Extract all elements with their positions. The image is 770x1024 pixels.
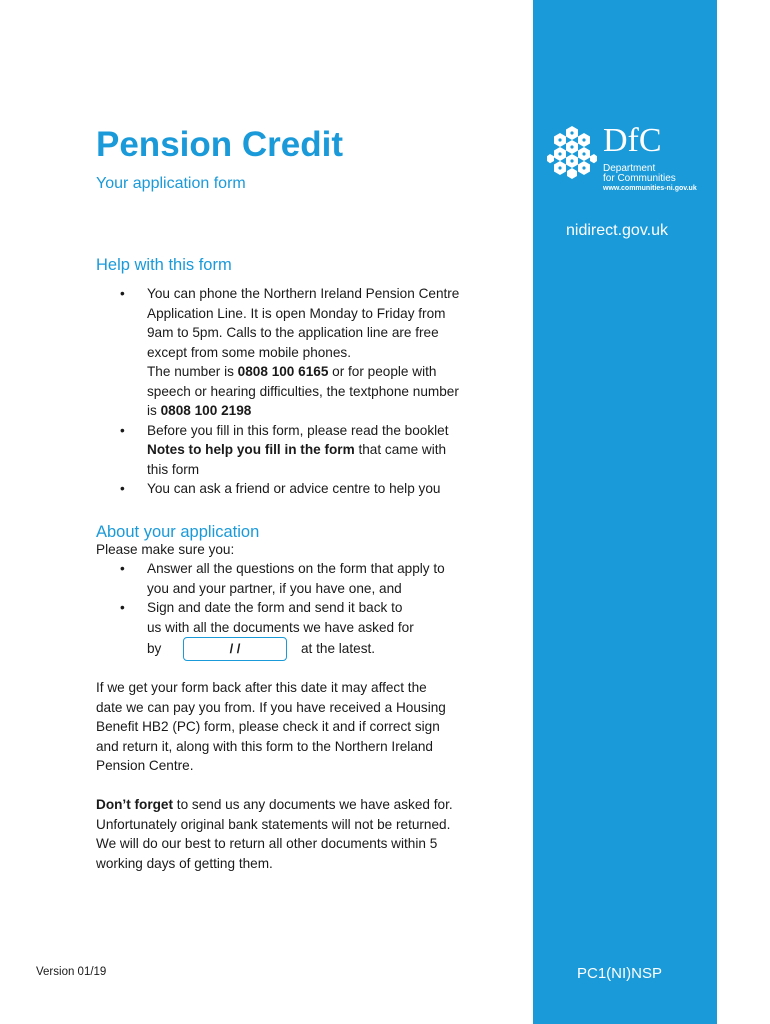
page-subtitle: Your application form [96, 175, 246, 192]
about-list [96, 559, 516, 637]
by-label: by [147, 641, 162, 656]
logo-wordmark: DfC [603, 122, 662, 159]
text-line: this form [147, 461, 200, 477]
page-title: Pension Credit [96, 125, 343, 164]
phone-number: 0808 100 6165 [237, 364, 329, 379]
at-the-latest-label: at the latest. [301, 641, 376, 656]
text-line: • Sign and date the form and send it back to [147, 600, 403, 615]
nidirect-link[interactable]: nidirect.gov.uk [566, 222, 668, 239]
logo-url: www.communities-ni.gov.uk [603, 185, 697, 192]
list-item [96, 598, 516, 637]
text-line [147, 440, 516, 460]
about-heading: About your application [96, 523, 260, 541]
text-line: and return it, along with this form to the Northern Ireland [96, 738, 433, 754]
text-span: is [147, 403, 161, 418]
text-line: • Before you fill in this form, please read the booklet [147, 422, 449, 438]
paragraph-dont-forget [96, 795, 526, 873]
text-line: except from some mobile phones. [147, 344, 352, 360]
list-item [96, 284, 516, 421]
text-line: Unfortunately original bank statements will not be returned. [96, 816, 451, 832]
text-line [147, 362, 516, 382]
deadline-date-field[interactable]: / / [183, 637, 287, 661]
text-span: to send us any documents we have asked for. [173, 797, 453, 812]
version-label: Version 01/19 [36, 966, 107, 978]
text-line: • Answer all the questions on the form that apply to [147, 561, 445, 576]
form-code: PC1(NI)NSP [577, 965, 663, 982]
about-intro: Please make sure you: [96, 542, 235, 557]
text-line: speech or hearing difficulties, the textphone number [147, 383, 459, 399]
text-span: The number is [147, 364, 238, 379]
paragraph-form-return [96, 678, 526, 776]
logo-department-line: Department [603, 163, 656, 174]
text-line: working days of getting them. [96, 855, 273, 871]
dont-forget-emphasis: Don’t forget [96, 797, 174, 812]
text-line: you and your partner, if you have one, and [147, 580, 402, 596]
text-line: We will do our best to return all other documents within 5 [96, 836, 438, 851]
text-line: date we can pay you from. If you have received a Housing [96, 699, 446, 715]
textphone-number: 0808 100 2198 [160, 403, 252, 418]
text-line: • You can phone the Northern Ireland Pension Centre [147, 286, 460, 301]
deadline-row [147, 637, 447, 661]
text-line: 9am to 5pm. Calls to the application line are free [147, 325, 439, 340]
logo-department-line: for Communities [603, 173, 676, 184]
text-line: • You can ask a friend or advice centre to help you [147, 481, 441, 496]
help-list [96, 284, 516, 499]
help-heading: Help with this form [96, 256, 232, 274]
text-span: that came with [354, 442, 447, 457]
booklet-title: Notes to help you fill in the form [147, 442, 355, 457]
text-line: us with all the documents we have asked for [147, 619, 414, 635]
logo-department [603, 164, 676, 184]
text-line: Application Line. It is open Monday to Friday from [147, 305, 446, 321]
hexagon-cluster-icon [547, 124, 597, 180]
text-line: Pension Centre. [96, 758, 194, 773]
text-span: or for people with [328, 364, 437, 379]
text-line [147, 401, 516, 421]
list-item [96, 559, 516, 598]
text-line: If we get your form back after this date it may affect the [96, 680, 427, 695]
text-line [96, 795, 526, 815]
text-line: Benefit HB2 (PC) form, please check it and if correct sign [96, 719, 440, 734]
dfc-logo [547, 124, 717, 196]
list-item [96, 479, 516, 499]
list-item [96, 421, 516, 480]
